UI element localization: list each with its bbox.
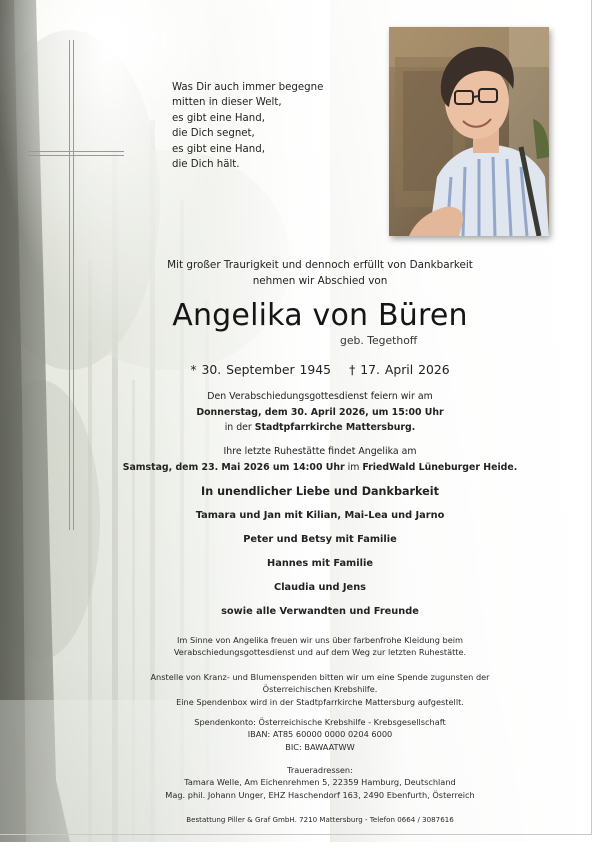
thanks-heading: In unendlicher Liebe und Dankbarkeit (201, 485, 439, 498)
family-line: Peter und Betsy mit Familie (243, 534, 397, 545)
poem-line: die Dich segnet, (172, 128, 255, 140)
poem-line: die Dich hält. (172, 159, 240, 171)
note-line: Spendenkonto: Österreichische Krebshilfe - Krebsgesellschaft (194, 717, 446, 727)
family-line: Claudia und Jens (274, 582, 366, 593)
note-line: Verabschiedungsgottesdienst und auf dem Weg zur letzten Ruhestätte. (173, 647, 467, 658)
poem-line: es gibt eine Hand, (172, 112, 265, 124)
intro-line: nehmen wir Abschied von (252, 274, 388, 287)
family-line: sowie alle Verwandten und Freunde (221, 606, 419, 617)
poem-line: Was Dir auch immer begegne (172, 82, 324, 93)
service-church: Stadtpfarrkirche Mattersburg. (254, 422, 416, 433)
family-line: Hannes mit Familie (267, 558, 373, 569)
family-line: Tamara und Jan mit Kilian, Mai-Lea und Jarno (195, 510, 445, 521)
note-line: IBAN: AT85 60000 0000 0204 6000 (247, 729, 393, 740)
note-line: Anstelle von Kranz- und Blumenspenden bitten wir um eine Spende zugunsten der (150, 672, 490, 682)
note-line: Österreichischen Krebshilfe. (262, 684, 378, 695)
burial-im: im (347, 461, 360, 473)
poem-line: mitten in dieser Welt, (172, 97, 282, 109)
note-line: Im Sinne von Angelika freuen wir uns über farbenfrohe Kleidung beim (176, 635, 464, 645)
service-in-der: in der (224, 422, 252, 433)
burial-intro: Ihre letzte Ruhestätte findet Angelika am (223, 446, 417, 457)
note-line: BIC: BAWAATWW (285, 741, 355, 752)
note-line: Mag. phil. Johann Unger, EHZ Haschendorf 163, 2490 Ebenfurth, Österreich (165, 789, 475, 800)
burial-date: Samstag, dem 23. Mai 2026 um 14:00 Uhr (122, 461, 345, 473)
burial-place: FriedWald Lüneburger Heide. (362, 461, 518, 473)
intro-line: Mit großer Traurigkeit und dennoch erfüllt von Dankbarkeit (167, 259, 473, 271)
poem-line: es gibt eine Hand, (172, 143, 265, 155)
note-line: Traueradressen: (287, 765, 353, 775)
funeral-home-footer: Bestattung Piller & Graf GmbH. 7210 Mattersburg - Telefon 0664 / 3087616 (186, 815, 454, 824)
note-line: Tamara Welle, Am Eichenrehmen 5, 22359 Hamburg, Deutschland (184, 777, 456, 788)
note-line: Eine Spendenbox wird in der Stadtpfarrkirche Mattersburg aufgestellt. (176, 696, 464, 707)
deceased-name: Angelika von Büren (172, 298, 468, 333)
service-intro: Den Verabschiedungsgottesdienst feiern wir am (207, 391, 433, 402)
service-date: Donnerstag, dem 30. April 2026, um 15:00 Uhr (196, 406, 444, 418)
birth-date: * 30. September 1945 (190, 362, 332, 377)
death-date: † 17. April 2026 (349, 362, 450, 377)
birth-name: geb. Tegethoff (340, 334, 418, 347)
